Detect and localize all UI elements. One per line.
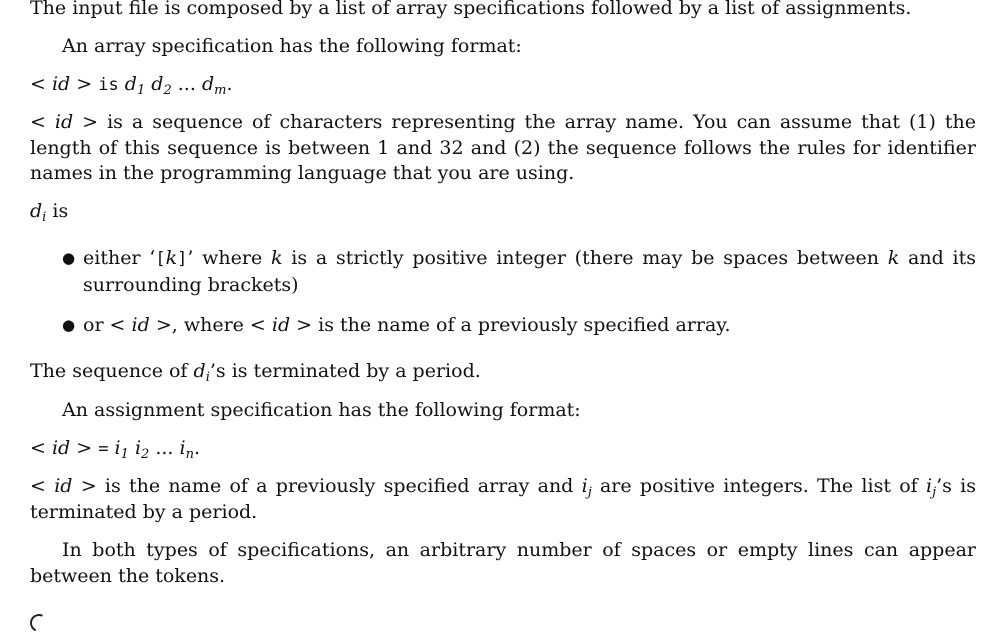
lt-symbol: < [30,73,46,95]
id-description-paragraph: < id > is a sequence of characters representing the array name. You can assume that (1) the length of this sequence is between 1 and 32 and (2) the sequence follows the rules for identifier names in the programming language that you are using. [30,111,976,184]
period: . [226,73,233,95]
bullet-item-bracket: either ‘[k]’ where k is a strictly positive integer (there may be spaces between k and its surrounding brackets) [83,247,976,296]
intro-paragraph: The input file is composed by a list of array specifications followed by a list of assignments. [30,0,912,19]
d2-token: $d_2$ [151,73,172,98]
assignment-format-line: < id > = $i_1$ $i_2$ ... $i_n$. [30,437,201,462]
id-token: id [51,73,71,95]
bullet-item-id: or < id >, where < id > is the name of a previously specified array. [83,314,731,336]
array-format-line [30,72,232,98]
bullet-marker: ● [62,316,76,334]
spaces-paragraph: In both types of specifications, an arbitrary number of spaces or empty lines can appear between the tokens. [30,539,976,587]
equals-token: = [98,439,109,459]
bullet-marker: ● [62,249,76,267]
sequence-terminated-line: The sequence of $d_i’s$ is terminated by a period. [30,360,481,385]
d1-token: $d_1$ [124,73,146,98]
is-keyword: is [98,75,119,95]
dm-token: $d_m$ [201,73,227,98]
assignment-spec-intro: An assignment specification has the following format: [62,399,581,421]
array-spec-intro: An array specification has the following format: [62,35,522,57]
assignment-description-paragraph: < id > is the name of a previously specified array and $i_j$ are positive integers. The list of $i_j’s$ is terminated by a period. [30,475,976,523]
di-is-line: $d_i$ is [30,200,69,225]
cut-off-glyph [27,611,50,634]
ellipsis: ... [177,73,196,95]
gt-symbol: > [76,73,93,95]
